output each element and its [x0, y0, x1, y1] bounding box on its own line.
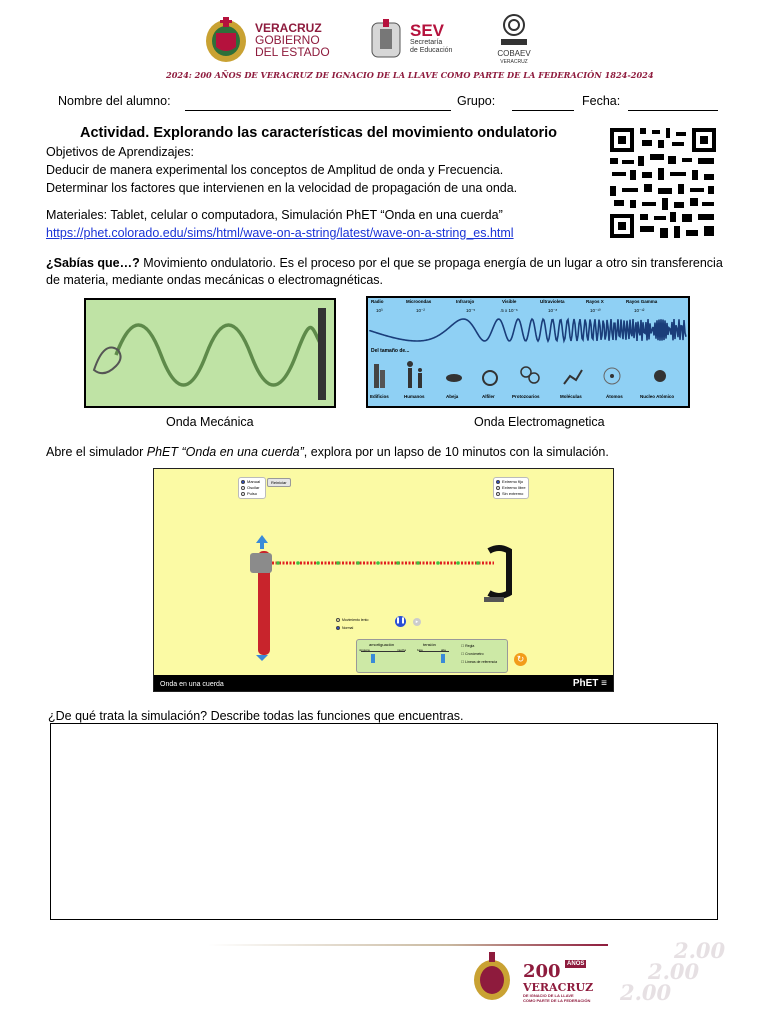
objective-1: Deducir de manera experimental los conceptos de Amplitud de onda y Frecuencia. [46, 163, 504, 177]
control-panel [356, 639, 508, 673]
string-bead [356, 561, 360, 565]
date-label: Fecha: [582, 94, 621, 108]
end-option[interactable]: Extremo libre [496, 485, 526, 491]
speed-radio-group [336, 616, 368, 632]
band-label: Rayos Gamma [626, 299, 658, 304]
end-option[interactable]: Sin extremo [496, 491, 526, 497]
tension-label: tensión [423, 642, 436, 647]
wave-rope [116, 325, 321, 385]
cobaev-logo-icon [499, 13, 529, 47]
tension-slider-thumb[interactable] [441, 654, 445, 663]
em-objects-icons [368, 358, 688, 392]
damping-slider-thumb[interactable] [371, 654, 375, 663]
string-bead [456, 561, 460, 565]
centenary-banner: 2024: 200 AÑOS DE VERACRUZ DE IGNACIO DE LA LLAVE COMO PARTE DE LA FEDERACIÓN 1824-2024 [166, 70, 654, 80]
footer-sub1: DE IGNACIO DE LA LLAVE [523, 993, 574, 998]
simulation-intro-name: PhET “Onda en una cuerda” [146, 445, 304, 459]
tension-min: baja [417, 648, 423, 652]
object-label: Átomos [606, 394, 623, 399]
objective-2: Determinar los factores que intervienen en la velocidad de propagación de una onda. [46, 181, 518, 195]
simulation-intro-post: , explora por un lapso de 10 minutos con la simulación. [303, 445, 609, 459]
exponent-label: 10⁻¹⁰ [590, 308, 601, 313]
check-option[interactable]: ☐ Regla [461, 644, 475, 648]
veracruz-line1: VERACRUZ [255, 21, 322, 35]
mechanical-caption: Onda Mecánica [166, 415, 254, 429]
string-bead [476, 561, 480, 565]
phet-link[interactable]: https://phet.colorado.edu/sims/html/wave-on-a-string/latest/wave-on-a-string_es.html [46, 226, 514, 240]
student-name-label: Nombre del alumno: [58, 94, 171, 108]
object-label: Nucleo Atómico [640, 394, 675, 399]
check-option[interactable]: ☐ Líneas de referencia [461, 660, 498, 664]
band-label: Radio [371, 299, 384, 304]
activity-title: Actividad. Explorando las características del movimiento ondulatorio [80, 125, 558, 141]
damping-max: mucha [397, 648, 407, 652]
band-label: Infrarojo [456, 299, 475, 304]
simulation-intro-pre: Abre el simulador [46, 445, 147, 459]
band-label: Ultravioleta [540, 299, 565, 304]
band-label: Visible [502, 299, 517, 304]
object-label: Alfiler [482, 394, 495, 399]
sev-logo-text [410, 22, 452, 55]
exponent-label: 10⁻² [416, 308, 425, 313]
footer-watermark [608, 940, 768, 1024]
wall [318, 308, 326, 400]
sev-line2: de Educación [410, 47, 453, 54]
watermark-line: 2.00 [620, 980, 672, 1005]
exponent-label: 10⁻⁵ [466, 308, 476, 313]
answer-box[interactable] [50, 723, 718, 920]
pause-button[interactable]: ❚❚ [395, 616, 406, 627]
speed-option[interactable]: Movimiento lento [336, 616, 368, 624]
tension-max: alta [441, 648, 446, 652]
footer-rule [208, 944, 608, 946]
band-label: Rayos X [586, 299, 604, 304]
mode-option[interactable]: Pulso [241, 491, 263, 497]
em-spectrum-image [366, 296, 690, 408]
mechanical-wave-drawing [86, 300, 334, 406]
footer-200: 200 [523, 961, 561, 982]
string-bead [416, 561, 420, 565]
em-caption: Onda Electromagnetica [474, 415, 605, 429]
check-option[interactable]: ☐ Cronómetro [461, 652, 484, 656]
em-size-label: Del tamaño de... [371, 348, 410, 354]
group-label: Grupo: [457, 94, 496, 108]
watermark-line: 2.00 [674, 940, 726, 963]
string-bead [436, 561, 440, 565]
object-label: Abeja [446, 394, 459, 399]
clamp-icon [489, 548, 509, 596]
exponent-label: 10⁻⁸ [548, 308, 558, 313]
reset-icon[interactable]: ↻ [514, 653, 527, 666]
materials-text: Materiales: Tablet, celular o computadora, Simulación PhET “Onda en una cuerda” [46, 208, 503, 222]
question-text: ¿De qué trata la simulación? Describe todas las funciones que encuentras. [48, 709, 464, 723]
string-bead [396, 561, 400, 565]
mechanical-wave-image [84, 298, 336, 408]
up-arrow-icon [256, 535, 268, 543]
cobaev-text [496, 50, 532, 66]
down-arrow-icon [256, 655, 268, 661]
string-bead [336, 561, 340, 565]
objectives-label: Objetivos de Aprendizajes: [46, 145, 195, 159]
simulation-intro [46, 444, 609, 460]
wrench-head [250, 553, 272, 573]
cobaev-name: COBAEV [497, 49, 531, 58]
qr-code-icon [608, 126, 718, 240]
checkbox-group [461, 642, 497, 666]
sev-seal-icon [366, 17, 406, 61]
sim-title: Onda en una cuerda [160, 681, 224, 688]
band-label: Microondas [406, 299, 432, 304]
object-label: Protozoarios [512, 394, 540, 399]
string-bead [296, 561, 300, 565]
veracruz-line2: GOBIERNO [255, 33, 320, 47]
did-you-know-lead: ¿Sabías que…? [46, 256, 140, 270]
mode-option[interactable]: Manual [241, 479, 263, 485]
student-name-field[interactable] [185, 110, 451, 111]
exponent-label: .5 x 10⁻⁶ [500, 308, 518, 313]
string-bead [276, 561, 280, 565]
string-bead [316, 561, 320, 565]
damping-min: ninguna [359, 648, 370, 652]
object-label: Humanos [404, 394, 425, 399]
em-wave-drawing [368, 314, 688, 346]
step-button[interactable]: ▸ [413, 618, 421, 626]
veracruz-line3: DEL ESTADO [255, 45, 330, 59]
watermark-line: 2.00 [648, 959, 700, 984]
did-you-know-line2: de materia, mediante ondas mecánicas o electromagnéticas. [46, 273, 383, 287]
date-field[interactable] [628, 110, 718, 111]
footer-seal-icon [470, 950, 514, 1004]
exponent-label: 10⁻¹² [634, 308, 645, 313]
footer-anos: AÑOS [567, 961, 585, 967]
phet-menu-button[interactable]: PhET ≡ [572, 678, 607, 689]
damping-label: amortiguación [369, 642, 395, 647]
mode-option[interactable]: Oscilar [241, 485, 263, 491]
object-label: Moléculas [560, 394, 582, 399]
footer-200-logo [523, 961, 593, 1003]
did-you-know-paragraph [46, 255, 726, 271]
green-beads [276, 561, 480, 565]
did-you-know-line1: Movimiento ondulatorio. Es el proceso por el que se propaga energía de un lugar a otro sin transferencia [143, 256, 723, 270]
sev-name: SEV [410, 21, 445, 40]
end-option[interactable]: Extremo fijo [496, 479, 526, 485]
footer-sub2: COMO PARTE DE LA FEDERACIÓN [523, 998, 591, 1003]
speed-option[interactable]: Normal [336, 624, 368, 632]
string-bead [376, 561, 380, 565]
footer-veracruz: VERACRUZ [523, 981, 594, 994]
cobaev-sub: VERACRUZ [500, 59, 528, 65]
phet-simulation-screenshot [153, 468, 614, 692]
veracruz-gobierno-text [255, 22, 330, 58]
veracruz-seal-icon [200, 13, 252, 65]
object-label: Edificios [370, 394, 389, 399]
exponent-label: 10³ [376, 308, 383, 313]
group-field[interactable] [512, 110, 574, 111]
em-wave-line [370, 319, 686, 341]
restart-button[interactable]: Reiniciar [267, 478, 291, 487]
sev-line1: Secretaría [410, 39, 443, 46]
